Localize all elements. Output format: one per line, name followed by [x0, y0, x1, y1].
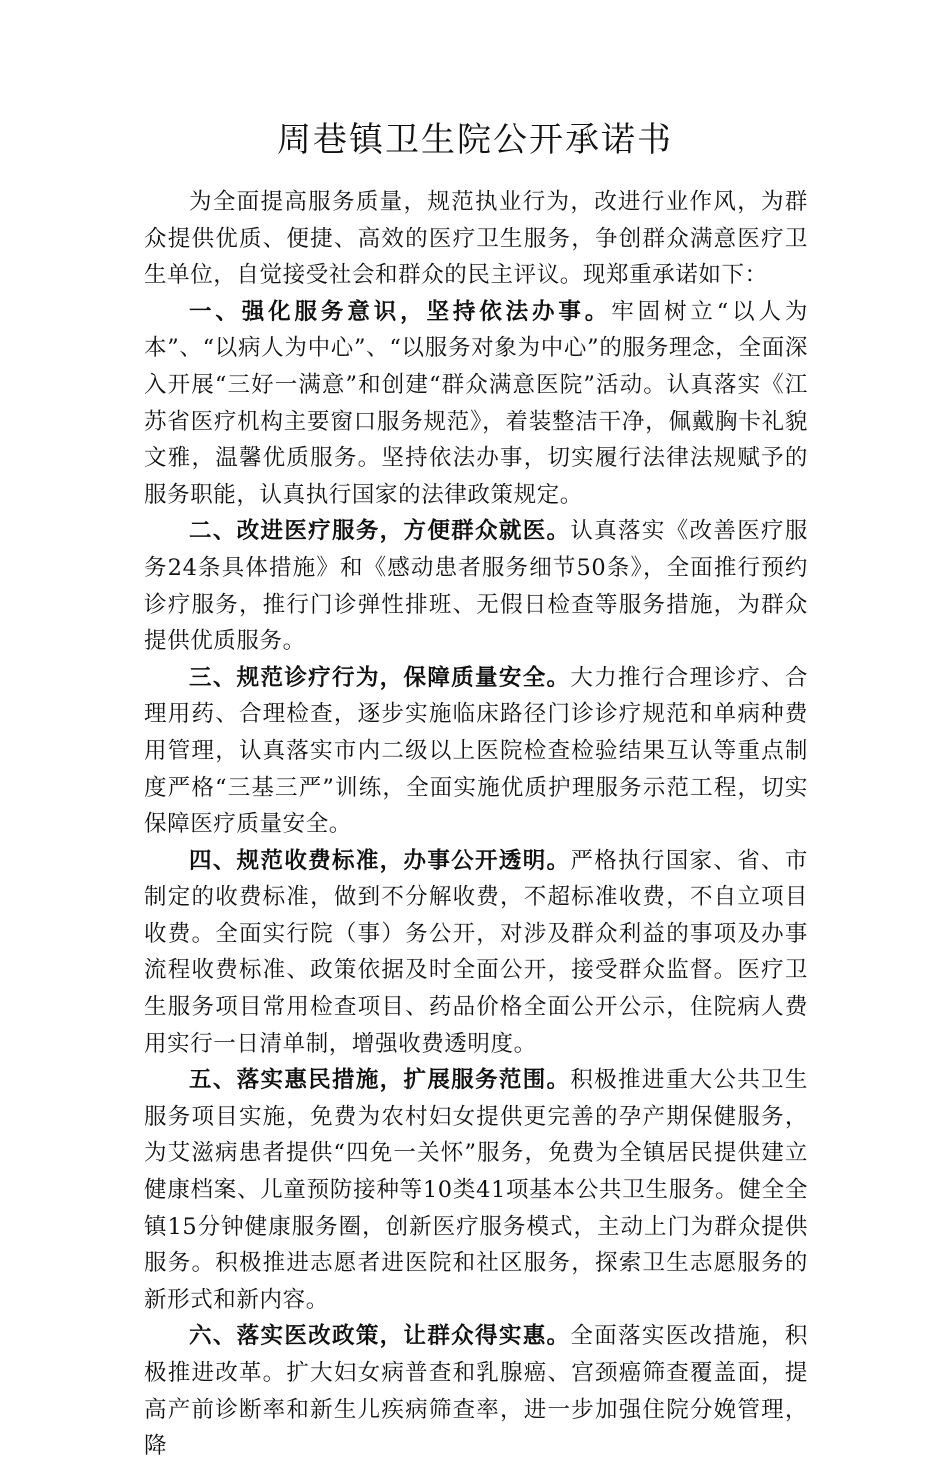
section-5-paragraph [144, 1062, 808, 1318]
section-4-paragraph [144, 843, 808, 1063]
section-5-text: 积极推进重大公共卫生服务项目实施，免费为农村妇女提供更完善的孕产期保健服务，为艾滋病患者提供“四免一关怀”服务，免费为全镇居民提供建立健康档案、儿童预防接种等10类41项基本公共卫生服务。健全全镇15分钟健康服务圈，创新医疗服务模式，主动上门为群众提供服务。积极推进志愿者进医院和社区服务，探索卫生志愿服务的新形式和新内容。 [144, 1067, 808, 1313]
section-6-text: 全面落实医改措施，积极推进改革。扩大妇女病普查和乳腺癌、宫颈癌筛查覆盖面，提高产前诊断率和新生儿疾病筛查率，进一步加强住院分娩管理，降 [144, 1323, 808, 1460]
section-3-paragraph [144, 660, 808, 843]
section-6-paragraph [144, 1318, 808, 1464]
section-1-heading: 一、强化服务意识，坚持依法办事。 [189, 298, 612, 325]
section-3-heading: 三、规范诊疗行为，保障质量安全。 [189, 664, 571, 691]
section-2-text: 认真落实《改善医疗服务24条具体措施》和《感动患者服务细节50条》，全面推行预约诊疗服务，推行门诊弹性排班、无假日检查等服务措施，为群众提供优质服务。 [144, 518, 808, 655]
section-2-paragraph [144, 513, 808, 659]
document-title: 周巷镇卫生院公开承诺书 [277, 120, 673, 160]
section-3-text: 大力推行合理诊疗、合理用药、合理检查，逐步实施临床路径门诊诊疗规范和单病种费用管理，认真落实市内二级以上医院检查检验结果互认等重点制度严格“三基三严”训练，全面实施优质护理服务示范工程，切实保障医疗质量安全。 [144, 664, 808, 838]
section-5-heading: 五、落实惠民措施，扩展服务范围。 [189, 1067, 571, 1094]
document-body [144, 184, 808, 1465]
section-4-heading: 四、规范收费标准，办事公开透明。 [189, 847, 571, 874]
section-2-heading: 二、改进医疗服务，方便群众就医。 [189, 518, 571, 545]
section-1-paragraph [144, 294, 808, 514]
intro-paragraph: 为全面提高服务质量，规范执业行为，改进行业作风，为群众提供优质、便捷、高效的医疗卫生服务，争创群众满意医疗卫生单位，自觉接受社会和群众的民主评议。现郑重承诺如下： [144, 189, 808, 289]
section-4-text: 严格执行国家、省、市制定的收费标准，做到不分解收费，不超标准收费，不自立项目收费。全面实行院（事）务公开，对涉及群众利益的事项及办事流程收费标准、政策依据及时全面公开，接受群众监督。医疗卫生服务项目常用检查项目、药品价格全面公开公示，住院病人费用实行一日清单制，增强收费透明度。 [144, 847, 808, 1057]
section-1-text: 牢固树立“以人为本”、“以病人为中心”、“以服务对象为中心”的服务理念，全面深入开展“三好一满意”和创建“群众满意医院”活动。认真落实《江苏省医疗机构主要窗口服务规范》，着装整洁干净，佩戴胸卡礼貌文雅，温馨优质服务。坚持依法办事，切实履行法律法规赋予的服务职能，认真执行国家的法律政策规定。 [144, 298, 808, 508]
section-6-heading: 六、落实医改政策，让群众得实惠。 [189, 1323, 571, 1350]
